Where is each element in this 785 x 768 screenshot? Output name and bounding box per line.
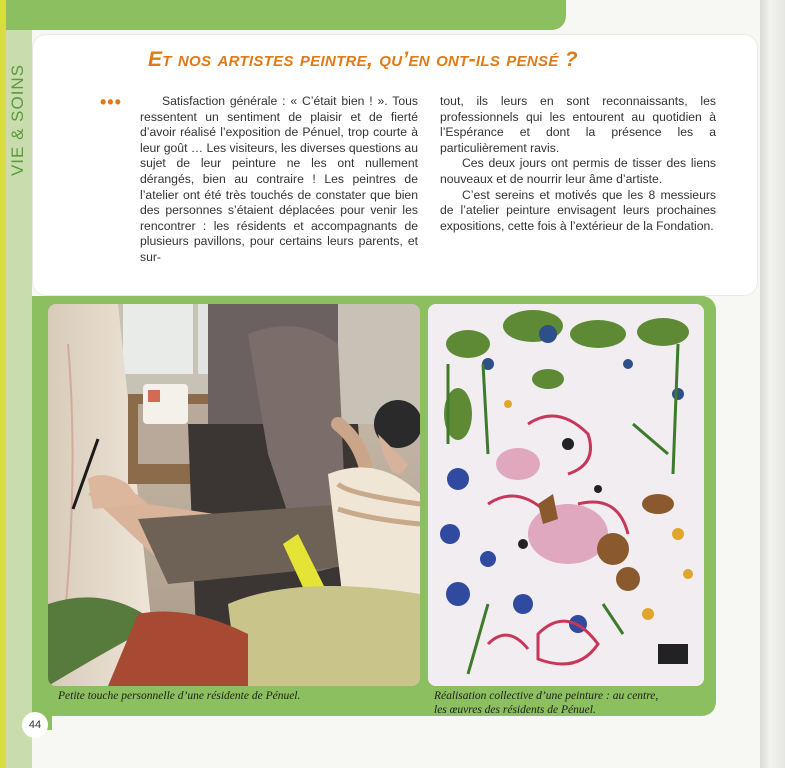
caption-line: Réalisation collective d’une peinture : au centre, bbox=[434, 690, 659, 702]
section-label bbox=[3, 40, 33, 200]
paragraph: Satisfaction générale : « C’était bien ! ». Tous ressentent un sentiment de plaisir et de fierté d’avoir réalisé l’exposition de Pénuel, trop courte à leur goût … Les visiteurs, les diverses questions au sujet de leur peinture ne les ont nullement dérangés, bien au contraire ! Les peintres de l’atelier ont été très touchés de constater que bien des personnes s’étaient déplacées pour venir les rencontrer : les résidents et accompagnants de plusieurs pavillons, pour certains leurs parents, et sur- bbox=[140, 94, 418, 264]
photo-resident-painting-illustration bbox=[48, 304, 420, 686]
section-label-text: VIE & SOINS bbox=[8, 63, 27, 177]
paragraph: C’est sereins et motivés que les 8 messieurs de l’atelier peinture envisagent leurs prochaines expositions, cette fois à l’extérieur de la Fondation. bbox=[440, 187, 716, 233]
page-edge-shadow bbox=[760, 0, 785, 768]
photo-collective-painting-illustration bbox=[428, 304, 704, 686]
top-green-band bbox=[6, 0, 566, 30]
paragraph: Ces deux jours ont permis de tisser des liens nouveaux et de nourrir leur âme d’artiste. bbox=[440, 156, 716, 186]
article-title: Et nos artistes peintre, qu’en ont-ils pensé ? bbox=[148, 48, 578, 71]
photo-collective-painting bbox=[428, 304, 704, 686]
caption-line: les œuvres des résidents de Pénuel. bbox=[434, 704, 596, 716]
photo-caption-2 bbox=[434, 689, 704, 717]
page-number: 44 bbox=[22, 712, 48, 738]
bullet-dots-icon: ••• bbox=[100, 92, 122, 112]
photo-caption-1: Petite touche personnelle d’une résidente de Pénuel. bbox=[58, 690, 301, 702]
photo-resident-painting bbox=[48, 304, 420, 686]
text-column-2 bbox=[440, 94, 716, 234]
text-column-1 bbox=[140, 94, 418, 266]
paragraph: tout, ils leurs en sont reconnaissants, les professionnels qui les entourent au quotidien à l’Espérance et dont la présence les a particulièrement ravis. bbox=[440, 94, 716, 155]
